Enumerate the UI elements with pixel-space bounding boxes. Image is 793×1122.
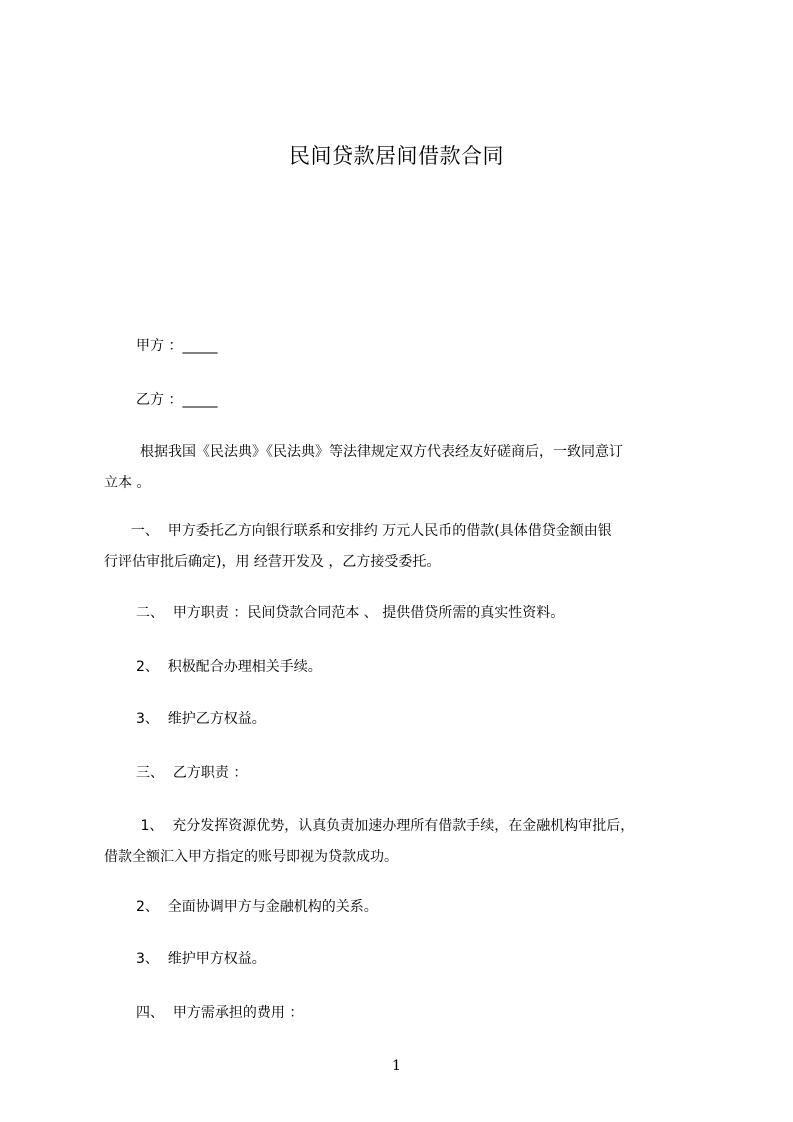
intro-paragraph: [104, 437, 692, 499]
clause-3-item-1-line-1: 1、 充分发挥资源优势，认真负责加速办理所有借款手续，在金融机构审批后，: [136, 818, 635, 834]
document-title: 民间贷款居间借款合同: [289, 144, 504, 168]
clause-2-item-2: 2、 积极配合办理相关手续。: [136, 659, 322, 675]
clause-1-line-2: 行评估审批后确定)，用 经营开发及 ，乙方接受委托。: [104, 554, 441, 570]
page-number: 1: [392, 1058, 401, 1074]
clause-2-item-3: 3、 维护乙方权益。: [136, 711, 266, 727]
clause-2-heading: 二、 甲方职责 ：民间贷款合同范本 、 提供借贷所需的真实性资料。: [136, 605, 565, 621]
clause-4-heading: 四、 甲方需承担的费用 ：: [136, 1005, 304, 1021]
clause-3-heading: 三、 乙方职责 ：: [136, 765, 248, 781]
party-b-line: 乙方 ：_____: [136, 392, 218, 408]
party-a-line: 甲方 ：_____: [136, 338, 218, 354]
intro-line-2: 立本 。: [104, 475, 151, 491]
clause-3-item-3: 3、 维护甲方权益。: [136, 951, 266, 967]
clause-3-item-2: 2、 全面协调甲方与金融机构的关系。: [136, 899, 378, 915]
clause-3-item-1-line-2: 借款全额汇入甲方指定的账号即视为贷款成功。: [104, 849, 398, 865]
clause-1-line-1: 一、 甲方委托乙方向银行联系和安排约 万元人民币的借款(具体借贷金额由银: [122, 523, 612, 539]
intro-line-1: 根据我国《民法典》《民法典》等法律规定双方代表经友好磋商后，一致同意订: [140, 444, 623, 460]
clause-3-item-1-paragraph: [104, 811, 692, 873]
clause-1-paragraph: [104, 516, 692, 578]
